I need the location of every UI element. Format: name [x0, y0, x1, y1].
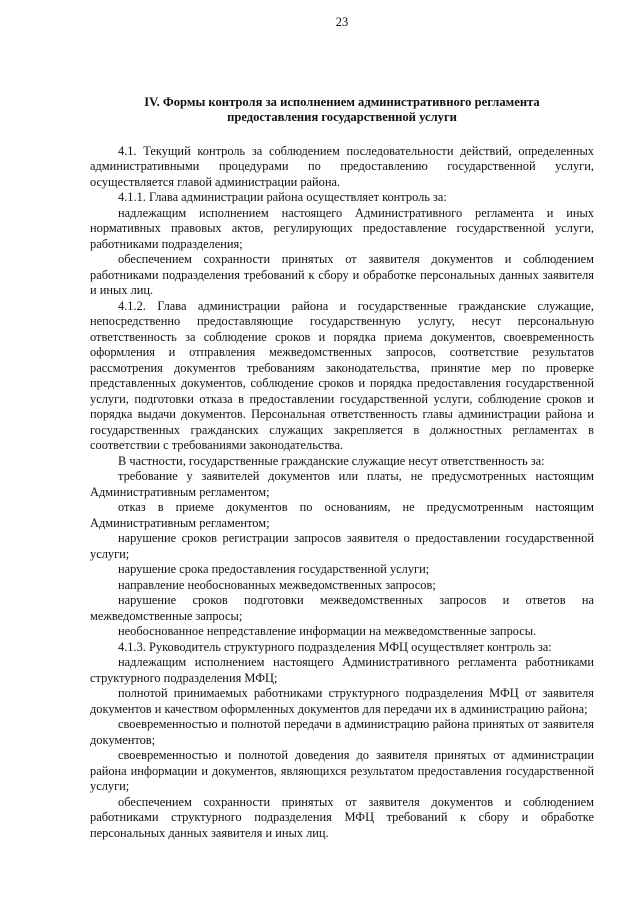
paragraph: обеспечением сохранности принятых от заявителя документов и соблюдением работниками подразделения требований к сбору и обработке персональных данных заявителя и иных лиц. [90, 252, 594, 297]
paragraph: своевременностью и полнотой доведения до заявителя принятых от администрации района информации и документов, являющихся результатом предоставления государственной услуги; [90, 748, 594, 793]
paragraph: В частности, государственные гражданские служащие несут ответственность за: [118, 453, 545, 468]
paragraph: 4.1.3. Руководитель структурного подразделения МФЦ осуществляет контроль за: [118, 639, 552, 654]
paragraph: 4.1.2. Глава администрации района и государственные гражданские служащие, непосредственно предоставляющие государственную услугу, несут персональную ответственность за соблюдение сроков и порядка приема документов, своевременность оформления и отправления межведомственных запросов, соответствие результатов рассмотрения документов требованиям законодательства, принятие мер по проверке представленных документов, соблюдение сроков и порядка предоставления государственной услуги, подготовки отказа в предоставлении государственной услуги, соблюдение сроков и порядка выдачи документов. Персональная ответственность главы администрации района и государственных гражданских служащих закрепляется в должностных регламентах в соответствии с требованиями законодательства. [90, 298, 594, 452]
paragraph: надлежащим исполнением настоящего Административного регламента и иных нормативных правовых актов, регулирующих предоставление государственной услуги, работниками подразделения; [90, 205, 594, 251]
paragraph: нарушение сроков регистрации запросов заявителя о предоставлении государственной услуги; [90, 531, 594, 561]
paragraph: нарушение срока предоставления государственной услуги; [118, 562, 430, 576]
section-heading [90, 95, 594, 126]
paragraph: 4.1.1. Глава администрации района осуществляет контроль за: [118, 190, 447, 204]
paragraph: полнотой принимаемых работниками структурного подразделения МФЦ от заявителя документов и качеством оформленных документов для передачи их в администрацию района; [90, 686, 594, 716]
section-heading-line-1: IV. Формы контроля за исполнением административного регламента [144, 94, 540, 109]
paragraph: 4.1. Текущий контроль за соблюдением последовательности действий, определенных административными процедурами по предоставлению государственной услуги, осуществляется главой администрации района. [90, 143, 594, 189]
paragraph: направление необоснованных межведомственных запросов; [118, 577, 436, 592]
paragraph: нарушение сроков подготовки межведомственных запросов и ответов на межведомственные запросы; [90, 593, 594, 623]
paragraph: отказ в приеме документов по основаниям, не предусмотренным настоящим Административным регламентом; [90, 500, 594, 530]
paragraph: необоснованное непредставление информации на межведомственные запросы. [118, 624, 537, 638]
paragraph: надлежащим исполнением настоящего Административного регламента работниками структурного подразделения МФЦ; [90, 655, 594, 685]
paragraph: обеспечением сохранности принятых от заявителя документов и соблюдением работниками структурного подразделения МФЦ требований к сбору и обработке персональных данных заявителя и иных лиц. [90, 794, 594, 840]
document-body [90, 144, 594, 842]
section-heading-line-2: предоставления государственной услуги [227, 110, 457, 124]
paragraph: своевременностью и полнотой передачи в администрацию района принятых от заявителя документов; [90, 717, 594, 747]
page-number: 23 [335, 15, 349, 29]
paragraph: требование у заявителей документов или платы, не предусмотренных настоящим Административным регламентом; [90, 469, 594, 499]
